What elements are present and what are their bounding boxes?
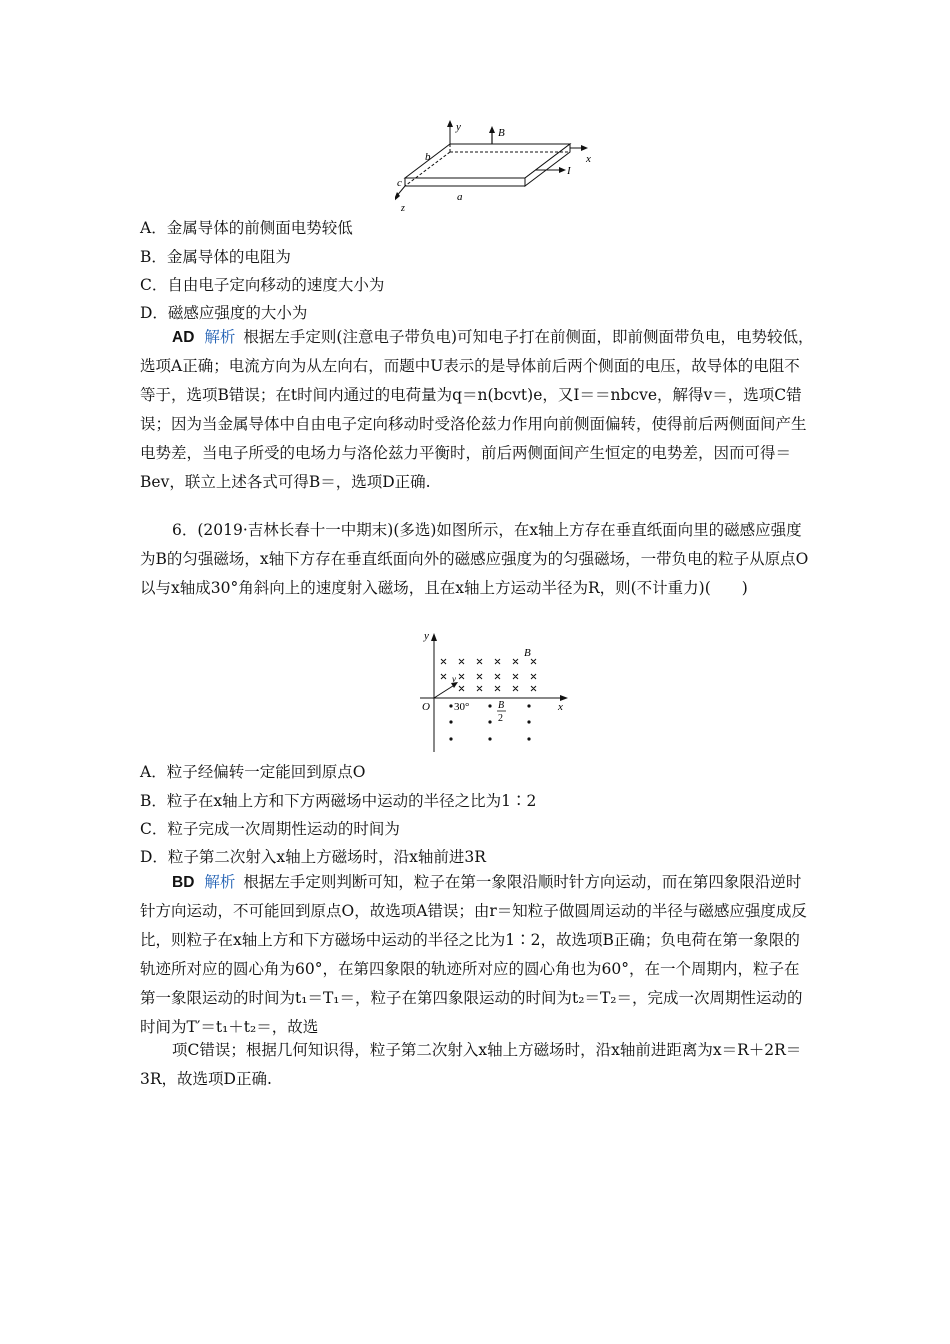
q6-answer-continued: 项C错误；根据几何知识得，粒子第二次射入x轴上方磁场时，沿x轴前进距离为x＝R＋2R＝3R，故选项D正确. bbox=[140, 1041, 802, 1088]
fig1-label-a: a bbox=[457, 191, 463, 203]
fig1-label-B: B bbox=[498, 127, 505, 139]
fig1-label-y: y bbox=[456, 121, 461, 133]
fig2-label-angle: 30° bbox=[454, 701, 470, 713]
q5-answer-label: 解析 bbox=[204, 328, 236, 346]
fig1-label-x: x bbox=[586, 153, 591, 165]
q6-option-a: A．粒子经偏转一定能回到原点O bbox=[140, 763, 366, 781]
q5-option-b: B．金属导体的电阻为 bbox=[140, 248, 291, 266]
fig1-label-b: b bbox=[425, 151, 431, 163]
q6-option-b: B．粒子在x轴上方和下方两磁场中运动的半径之比为1∶2 bbox=[140, 792, 537, 810]
magnetic-field-figure bbox=[418, 628, 573, 754]
q5-answer-text: 根据左手定则(注意电子带负电)可知电子打在前侧面，即前侧面带负电，电势较低，选项A正确；电流方向为从左向右，而题中U表示的是导体前后两个侧面的电压，故导体的电阻不等于，选项B错误；在t时间内通过的电荷量为q＝n(bcvt)e，又I＝＝nbcve，解得v＝，选项C错误；因为当金属导体中自由电子定向移动时受洛伦兹力作用向前侧面偏转，使得前后两侧面间产生电势差，当电子所受的电场力与洛伦兹力平衡时，前后两侧面间产生恒定的电势差，因而可得＝Bev，联立上述各式可得B＝，选项D正确. bbox=[140, 328, 814, 491]
q6-answer-label: 解析 bbox=[204, 873, 236, 891]
q6-answer-key: BD bbox=[172, 874, 195, 891]
q6-option-c: C．粒子完成一次周期性运动的时间为 bbox=[140, 820, 400, 838]
fig1-label-I: I bbox=[567, 165, 571, 177]
fig1-label-c: c bbox=[397, 177, 402, 189]
q6-stem: 6．(2019·吉林长春十一中期末)(多选)如图所示，在x轴上方存在垂直纸面向里的磁感应强度为B的匀强磁场，x轴下方存在垂直纸面向外的磁感应强度为的匀强磁场，一带负电的粒子从原点O以与x轴成30°角斜向上的速度射入磁场，且在x轴上方运动半径为R，则(不计重力)( ) bbox=[140, 521, 809, 597]
fig2-label-b2-num: B bbox=[498, 700, 505, 711]
q5-option-d: D．磁感应强度的大小为 bbox=[140, 304, 308, 322]
fig2-label-x: x bbox=[558, 701, 563, 713]
fig2-label-B: B bbox=[524, 647, 531, 659]
q5-answer bbox=[140, 323, 814, 497]
conductor-slab-figure bbox=[395, 118, 600, 213]
fig1-label-z: z bbox=[401, 203, 405, 213]
fig2-label-b2-den: 2 bbox=[498, 713, 503, 724]
fig2-label-O: O bbox=[422, 701, 430, 713]
q5-answer-key: AD bbox=[172, 329, 195, 346]
q5-option-a: A．金属导体的前侧面电势较低 bbox=[140, 219, 353, 237]
q6-answer bbox=[140, 868, 814, 1042]
q6-answer-text-1: 根据左手定则判断可知，粒子在第一象限沿顺时针方向运动，而在第四象限沿逆时针方向运动，不可能回到原点O，故选项A错误；由r＝知粒子做圆周运动的半径与磁感应强度成反比，则粒子在x轴上方和下方磁场中运动的半径之比为1∶2，故选项B正确；负电荷在第一象限的轨迹所对应的圆心角为60°，在第四象限的轨迹所对应的圆心角也为60°，在一个周期内，粒子在第一象限运动的时间为t₁＝T₁＝，粒子在第四象限运动的时间为t₂＝T₂＝，完成一次周期性运动的时间为T′＝t₁＋t₂＝，故选 bbox=[140, 873, 807, 1036]
q6-option-d: D．粒子第二次射入x轴上方磁场时，沿x轴前进3R bbox=[140, 848, 486, 866]
q5-option-c: C．自由电子定向移动的速度大小为 bbox=[140, 276, 385, 294]
fig2-label-y: y bbox=[424, 630, 429, 642]
fig2-label-v: v bbox=[452, 674, 456, 684]
